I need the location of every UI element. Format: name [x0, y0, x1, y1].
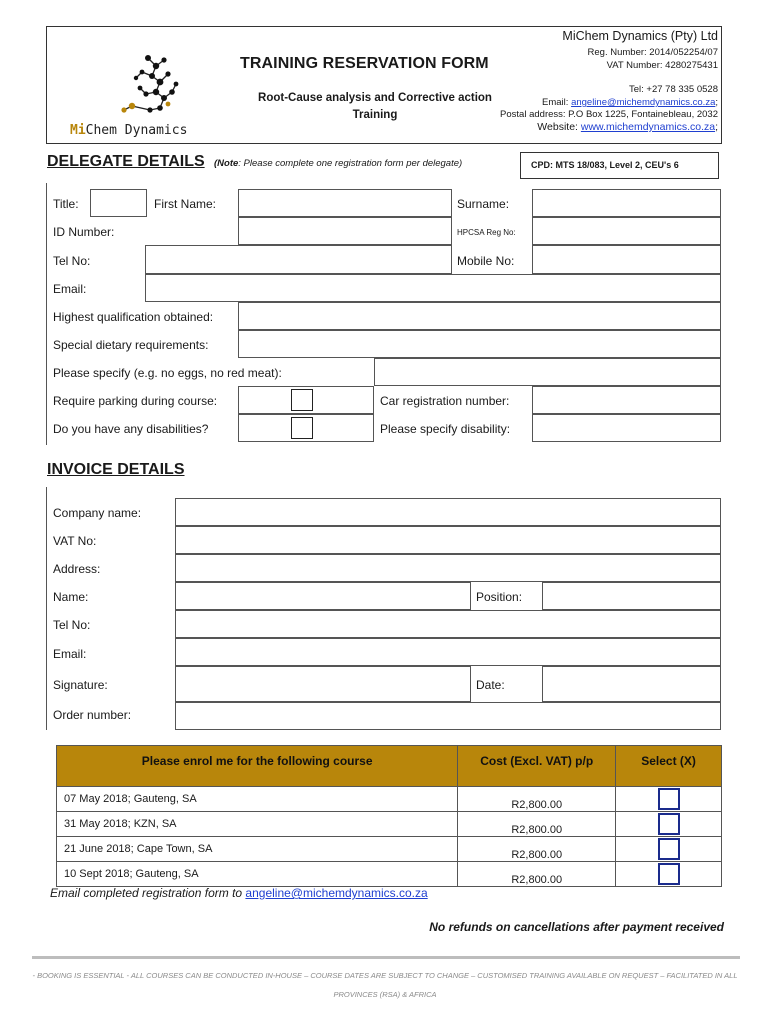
table-row	[57, 787, 722, 812]
disabilities-checkbox[interactable]	[291, 417, 313, 439]
footer-disclaimer: - BOOKING IS ESSENTIAL - ALL COURSES CAN BE CONDUCTED IN-HOUSE – COURSE DATES ARE SUBJECT TO CHANGE – CUSTOMISED TRAINING AVAILABLE ON REQUEST – FACILITATED IN ALL PROVINCES (RSA) & AFRICA	[32, 971, 738, 999]
parking-label: Require parking during course:	[53, 394, 218, 408]
table-row	[57, 862, 722, 887]
form-title: TRAINING RESERVATION FORM	[240, 55, 489, 72]
course-cost: R2,800.00	[458, 787, 616, 812]
select-cell	[616, 837, 722, 862]
hpcsa-input[interactable]	[532, 217, 721, 245]
select-header: Select (X)	[616, 746, 722, 787]
website-line	[537, 121, 718, 133]
course-date: 31 May 2018; KZN, SA	[57, 812, 458, 837]
michem-logo	[60, 48, 225, 143]
dietary-input[interactable]	[238, 330, 721, 358]
parking-checkbox[interactable]	[291, 389, 313, 411]
invoice-email-input[interactable]	[175, 638, 721, 666]
specify-input[interactable]	[374, 358, 721, 386]
invoice-frame	[46, 487, 47, 730]
select-checkbox[interactable]	[658, 863, 680, 885]
date-input[interactable]	[542, 666, 721, 702]
specify-disability-label: Please specify disability:	[380, 422, 511, 436]
tel-input[interactable]	[145, 245, 452, 274]
course-table-header	[57, 746, 722, 787]
cost-header: Cost (Excl. VAT) p/p	[458, 746, 616, 787]
id-number-input[interactable]	[238, 217, 452, 245]
email-instruction	[50, 886, 428, 900]
qualification-input[interactable]	[238, 302, 721, 330]
select-cell	[616, 787, 722, 812]
order-number-input[interactable]	[175, 702, 721, 730]
car-reg-input[interactable]	[532, 386, 721, 414]
course-cost: R2,800.00	[458, 837, 616, 862]
postal-address: Postal address: P.O Box 1225, Fontainebleau, 2032	[500, 109, 718, 120]
invoice-tel-label: Tel No:	[53, 618, 91, 632]
select-checkbox[interactable]	[658, 788, 680, 810]
company-email-link[interactable]: angeline@michemdynamics.co.za	[571, 97, 716, 108]
order-number-label: Order number:	[53, 708, 132, 722]
course-header: Please enrol me for the following course	[57, 746, 458, 787]
company-name: MiChem Dynamics (Pty) Ltd	[562, 29, 718, 43]
website-suffix: ;	[715, 121, 718, 133]
course-cost: R2,800.00	[458, 812, 616, 837]
specify-disability-input[interactable]	[532, 414, 721, 442]
company-tel: Tel: +27 78 335 0528	[628, 84, 718, 95]
no-refunds-notice: No refunds on cancellations after payment received	[429, 920, 724, 934]
email-suffix: ;	[715, 97, 718, 108]
email-input[interactable]	[145, 274, 721, 302]
cpd-box: CPD: MTS 18/083, Level 2, CEU's 6	[520, 152, 719, 179]
vat-label: VAT No:	[53, 534, 97, 548]
website-link[interactable]: www.michemdynamics.co.za	[580, 121, 716, 133]
mobile-input[interactable]	[532, 245, 721, 274]
course-date: 07 May 2018; Gauteng, SA	[57, 787, 458, 812]
surname-label: Surname:	[457, 197, 510, 211]
delegate-frame	[46, 183, 47, 445]
position-input[interactable]	[542, 582, 721, 610]
surname-input[interactable]	[532, 189, 721, 217]
invoice-email-label: Email:	[53, 647, 87, 661]
date-label: Date:	[476, 678, 505, 692]
title-label: Title:	[53, 197, 79, 211]
signature-input[interactable]	[175, 666, 471, 702]
note-rest: : Please complete one registration form per delegate)	[238, 158, 463, 169]
email-label: Email:	[542, 97, 572, 108]
tel-label: Tel No:	[53, 254, 91, 268]
website-label: Website:	[537, 121, 581, 133]
email-instruction-text: Email completed registration form to	[50, 886, 246, 900]
name-label: Name:	[53, 590, 89, 604]
first-name-input[interactable]	[238, 189, 452, 217]
company-name-label: Company name:	[53, 506, 142, 520]
signature-label: Signature:	[53, 678, 108, 692]
svg-text:MiChem Dynamics: MiChem Dynamics	[70, 123, 188, 138]
table-row	[57, 837, 722, 862]
course-date: 10 Sept 2018; Gauteng, SA	[57, 862, 458, 887]
car-reg-label: Car registration number:	[380, 394, 510, 408]
address-input[interactable]	[175, 554, 721, 582]
course-cost: R2,800.00	[458, 862, 616, 887]
position-label: Position:	[476, 590, 523, 604]
table-row	[57, 812, 722, 837]
mobile-label: Mobile No:	[457, 254, 515, 268]
course-date: 21 June 2018; Cape Town, SA	[57, 837, 458, 862]
title-input[interactable]	[90, 189, 147, 217]
invoice-tel-input[interactable]	[175, 610, 721, 638]
course-table	[56, 745, 722, 887]
dietary-label: Special dietary requirements:	[53, 338, 209, 352]
note-prefix: (Note	[214, 158, 239, 169]
delegate-note	[214, 158, 462, 169]
footer-divider	[32, 956, 740, 959]
registration-email-link[interactable]: angeline@michemdynamics.co.za	[245, 886, 428, 900]
select-checkbox[interactable]	[658, 813, 680, 835]
vat-input[interactable]	[175, 526, 721, 554]
address-label: Address:	[53, 562, 101, 576]
specify-label: Please specify (e.g. no eggs, no red meat):	[53, 366, 282, 380]
reg-number: Reg. Number: 2014/052254/07	[587, 47, 718, 58]
delegate-details-heading: DELEGATE DETAILS	[47, 153, 205, 170]
course-title: Root-Cause analysis and Corrective action Training	[258, 92, 492, 121]
first-name-label: First Name:	[154, 197, 217, 211]
select-cell	[616, 862, 722, 887]
hpcsa-label: HPCSA Reg No:	[457, 228, 516, 237]
select-checkbox[interactable]	[658, 838, 680, 860]
company-email-line	[542, 97, 718, 108]
email-label: Email:	[53, 282, 87, 296]
id-number-label: ID Number:	[53, 225, 115, 239]
vat-number: VAT Number: 4280275431	[606, 60, 718, 71]
invoice-details-heading: INVOICE DETAILS	[47, 461, 185, 478]
qualification-label: Highest qualification obtained:	[53, 310, 214, 324]
disabilities-label: Do you have any disabilities?	[53, 422, 209, 436]
company-name-input[interactable]	[175, 498, 721, 526]
name-input[interactable]	[175, 582, 471, 610]
select-cell	[616, 812, 722, 837]
